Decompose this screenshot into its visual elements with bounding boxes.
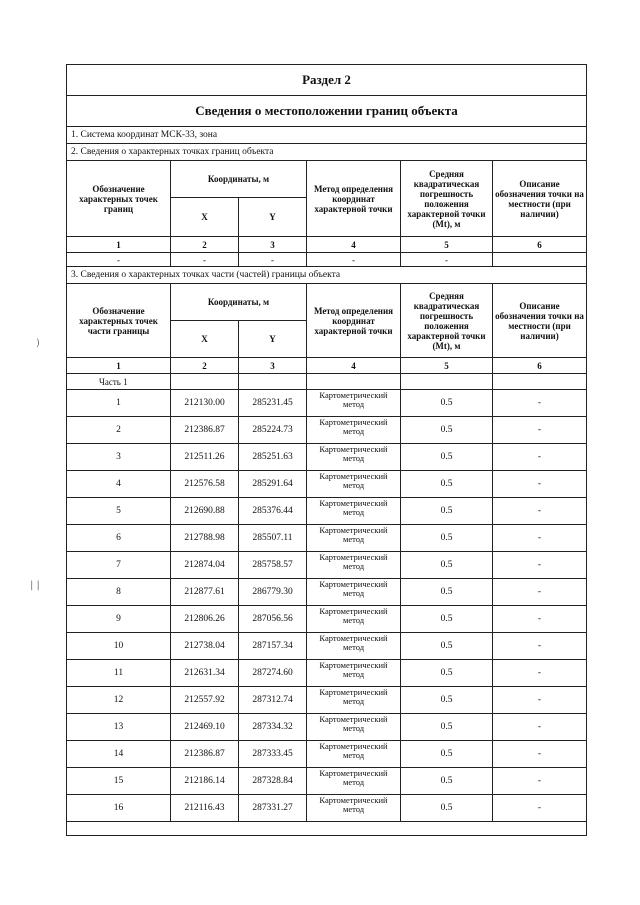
point-error: 0.5	[401, 606, 493, 633]
sec2-title: 2. Сведения о характерных точках границ объекта	[67, 144, 587, 161]
document-sheet	[66, 64, 586, 836]
point-x: 212130.00	[171, 390, 239, 417]
point-y: 287334.32	[239, 714, 307, 741]
point-error: 0.5	[401, 552, 493, 579]
point-description: -	[493, 525, 587, 552]
point-method: Картометрический метод	[307, 525, 401, 552]
header-error: Средняя квадратическая погрешность положения характерной точки (Mt), м	[401, 284, 493, 358]
point-error: 0.5	[401, 417, 493, 444]
point-x: 212738.04	[171, 633, 239, 660]
point-x: 212788.98	[171, 525, 239, 552]
point-description: -	[493, 471, 587, 498]
header-description: Описание обозначения точки на местности (при наличии)	[493, 284, 587, 358]
header-method: Метод определения координат характерной точки	[307, 161, 401, 237]
col-number: 5	[401, 358, 493, 374]
point-method: Картометрический метод	[307, 390, 401, 417]
dash-cell: -	[239, 253, 307, 267]
empty-cell	[493, 374, 587, 390]
col-number: 4	[307, 237, 401, 253]
point-description: -	[493, 390, 587, 417]
point-x: 212877.61	[171, 579, 239, 606]
point-method: Картометрический метод	[307, 687, 401, 714]
point-y: 287056.56	[239, 606, 307, 633]
part-label: Часть 1	[67, 374, 171, 390]
point-error: 0.5	[401, 687, 493, 714]
dash-cell	[493, 253, 587, 267]
point-description: -	[493, 633, 587, 660]
point-description: -	[493, 552, 587, 579]
point-description: -	[493, 660, 587, 687]
point-method: Картометрический метод	[307, 471, 401, 498]
point-y: 285376.44	[239, 498, 307, 525]
header-designation: Обозначение характерных точек части границы	[67, 284, 171, 358]
col-number: 2	[171, 237, 239, 253]
point-number: 13	[67, 714, 171, 741]
point-error: 0.5	[401, 498, 493, 525]
point-y: 287157.34	[239, 633, 307, 660]
point-number: 1	[67, 390, 171, 417]
point-description: -	[493, 579, 587, 606]
header-designation: Обозначение характерных точек границ	[67, 161, 171, 237]
point-error: 0.5	[401, 444, 493, 471]
point-method: Картометрический метод	[307, 714, 401, 741]
point-number: 2	[67, 417, 171, 444]
col-number: 3	[239, 358, 307, 374]
point-number: 5	[67, 498, 171, 525]
point-error: 0.5	[401, 660, 493, 687]
col-number: 6	[493, 358, 587, 374]
point-description: -	[493, 741, 587, 768]
point-x: 212631.34	[171, 660, 239, 687]
point-x: 212576.58	[171, 471, 239, 498]
col-number: 6	[493, 237, 587, 253]
header-description: Описание обозначения точки на местности (при наличии)	[493, 161, 587, 237]
point-description: -	[493, 687, 587, 714]
point-y: 287333.45	[239, 741, 307, 768]
point-error: 0.5	[401, 525, 493, 552]
empty-cell	[239, 374, 307, 390]
point-method: Картометрический метод	[307, 552, 401, 579]
empty-cell	[171, 374, 239, 390]
point-y: 285224.73	[239, 417, 307, 444]
point-number: 6	[67, 525, 171, 552]
point-y: 285507.11	[239, 525, 307, 552]
sec3-title: 3. Сведения о характерных точках части (частей) границы объекта	[67, 267, 587, 284]
point-description: -	[493, 768, 587, 795]
point-description: -	[493, 714, 587, 741]
point-x: 212116.43	[171, 795, 239, 822]
point-error: 0.5	[401, 741, 493, 768]
point-method: Картометрический метод	[307, 606, 401, 633]
point-y: 285758.57	[239, 552, 307, 579]
point-number: 3	[67, 444, 171, 471]
col-number: 4	[307, 358, 401, 374]
header-y: Y	[239, 321, 307, 358]
point-number: 15	[67, 768, 171, 795]
scan-mark: | |	[30, 580, 40, 591]
point-method: Картометрический метод	[307, 660, 401, 687]
point-number: 14	[67, 741, 171, 768]
point-description: -	[493, 498, 587, 525]
point-method: Картометрический метод	[307, 579, 401, 606]
point-number: 10	[67, 633, 171, 660]
header-y: Y	[239, 198, 307, 237]
empty-cell	[401, 374, 493, 390]
point-x: 212386.87	[171, 741, 239, 768]
point-y: 285251.63	[239, 444, 307, 471]
coord-system: 1. Система координат МСК-33, зона	[67, 127, 587, 144]
point-y: 287274.60	[239, 660, 307, 687]
header-x: X	[171, 321, 239, 358]
point-number: 11	[67, 660, 171, 687]
point-y: 285231.45	[239, 390, 307, 417]
section-subtitle: Сведения о местоположении границ объекта	[67, 96, 587, 127]
point-method: Картометрический метод	[307, 444, 401, 471]
col-number: 3	[239, 237, 307, 253]
empty-cell	[307, 374, 401, 390]
point-description: -	[493, 606, 587, 633]
point-error: 0.5	[401, 795, 493, 822]
point-method: Картометрический метод	[307, 633, 401, 660]
point-description: -	[493, 444, 587, 471]
point-y: 286779.30	[239, 579, 307, 606]
point-error: 0.5	[401, 390, 493, 417]
point-x: 212386.87	[171, 417, 239, 444]
table-footer-row	[67, 822, 587, 836]
point-y: 287331.27	[239, 795, 307, 822]
point-x: 212469.10	[171, 714, 239, 741]
dash-cell: -	[307, 253, 401, 267]
point-error: 0.5	[401, 471, 493, 498]
point-number: 16	[67, 795, 171, 822]
point-description: -	[493, 417, 587, 444]
point-number: 4	[67, 471, 171, 498]
point-x: 212874.04	[171, 552, 239, 579]
header-x: X	[171, 198, 239, 237]
scan-mark: )	[36, 338, 40, 349]
point-error: 0.5	[401, 768, 493, 795]
point-y: 287312.74	[239, 687, 307, 714]
point-method: Картометрический метод	[307, 741, 401, 768]
point-number: 9	[67, 606, 171, 633]
point-number: 8	[67, 579, 171, 606]
dash-cell: -	[171, 253, 239, 267]
point-x: 212806.26	[171, 606, 239, 633]
point-description: -	[493, 795, 587, 822]
header-method: Метод определения координат характерной точки	[307, 284, 401, 358]
col-number: 5	[401, 237, 493, 253]
section-title: Раздел 2	[67, 65, 587, 96]
point-y: 285291.64	[239, 471, 307, 498]
point-x: 212557.92	[171, 687, 239, 714]
point-number: 12	[67, 687, 171, 714]
point-number: 7	[67, 552, 171, 579]
dash-cell: -	[67, 253, 171, 267]
point-method: Картометрический метод	[307, 795, 401, 822]
point-method: Картометрический метод	[307, 417, 401, 444]
boundary-table	[66, 64, 587, 836]
point-error: 0.5	[401, 714, 493, 741]
point-x: 212511.26	[171, 444, 239, 471]
header-error: Средняя квадратическая погрешность положения характерной точки (Mt), м	[401, 161, 493, 237]
col-number: 2	[171, 358, 239, 374]
point-error: 0.5	[401, 579, 493, 606]
point-x: 212186.14	[171, 768, 239, 795]
point-error: 0.5	[401, 633, 493, 660]
point-method: Картометрический метод	[307, 768, 401, 795]
header-coords: Координаты, м	[171, 161, 307, 198]
col-number: 1	[67, 358, 171, 374]
header-coords: Координаты, м	[171, 284, 307, 321]
point-x: 212690.88	[171, 498, 239, 525]
dash-cell: -	[401, 253, 493, 267]
col-number: 1	[67, 237, 171, 253]
point-y: 287328.84	[239, 768, 307, 795]
point-method: Картометрический метод	[307, 498, 401, 525]
